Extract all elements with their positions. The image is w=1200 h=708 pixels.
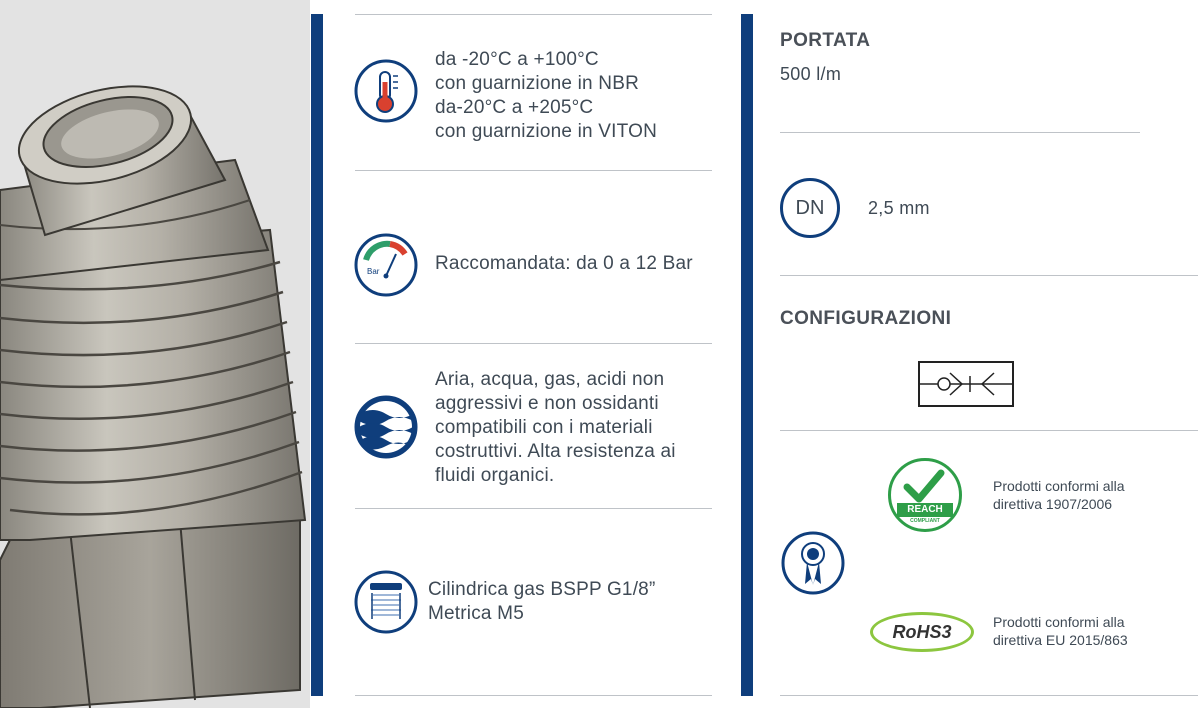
dn-badge [780, 178, 840, 238]
spec-line: Aria, acqua, gas, acidi non [435, 369, 665, 390]
reach-logo-text: REACH [897, 503, 953, 517]
compliance-line: direttiva EU 2015/863 [993, 632, 1128, 648]
divider [780, 430, 1198, 431]
temperature-spec [435, 48, 657, 144]
divider [355, 343, 712, 344]
divider [780, 132, 1140, 133]
check-valve-symbol-icon [918, 361, 1014, 407]
divider [355, 508, 712, 509]
flow-value: 500 l/m [780, 64, 842, 84]
gauge-label: Bar [367, 267, 380, 276]
compliance-line: direttiva 1907/2006 [993, 496, 1113, 512]
fluids-spec [435, 368, 676, 488]
rohs-logo [870, 612, 974, 652]
spec-line: da -20°C a +100°C [435, 49, 599, 70]
dn-badge-label: DN [795, 196, 825, 219]
divider [355, 695, 712, 696]
rohs-logo-text: RoHS3 [892, 621, 952, 642]
reach-logo [888, 458, 962, 532]
divider [355, 14, 712, 15]
spec-line: con guarnizione in NBR [435, 73, 640, 94]
rohs-compliance-text [993, 613, 1128, 649]
brand-divider-left [311, 14, 323, 696]
dn-value: 2,5 mm [868, 198, 930, 218]
configurations-heading: CONFIGURAZIONI [780, 308, 952, 329]
flow-heading: PORTATA [780, 30, 871, 51]
brand-divider-right [741, 14, 753, 696]
reach-compliance-text [993, 477, 1125, 513]
reach-logo-subtext: COMPLIANT [910, 518, 940, 524]
spec-line: costruttivi. Alta resistenza ai [435, 441, 676, 462]
spec-line: Cilindrica gas BSPP G1/8” [428, 579, 656, 600]
compliance-line: Prodotti conformi alla [993, 478, 1125, 494]
thread-icon [353, 569, 419, 635]
spec-line: da-20°C a +205°C [435, 97, 594, 118]
spec-line: compatibili con i materiali [435, 417, 653, 438]
divider [780, 275, 1198, 276]
pressure-gauge-icon [353, 232, 419, 298]
award-ribbon-icon [780, 530, 846, 596]
spec-line: aggressivi e non ossidanti [435, 393, 659, 414]
spec-line: con guarnizione in VITON [435, 121, 658, 142]
spec-line: fluidi organici. [435, 465, 555, 486]
thermometer-icon [353, 58, 419, 124]
fitting-render [0, 0, 310, 708]
pressure-spec: Raccomandata: da 0 a 12 Bar [435, 253, 693, 274]
fluid-waves-icon [353, 394, 419, 460]
divider [355, 170, 712, 171]
divider [780, 695, 1198, 696]
compliance-line: Prodotti conformi alla [993, 614, 1125, 630]
product-image [0, 0, 310, 708]
thread-spec [428, 578, 655, 626]
spec-line: Metrica M5 [428, 603, 524, 624]
